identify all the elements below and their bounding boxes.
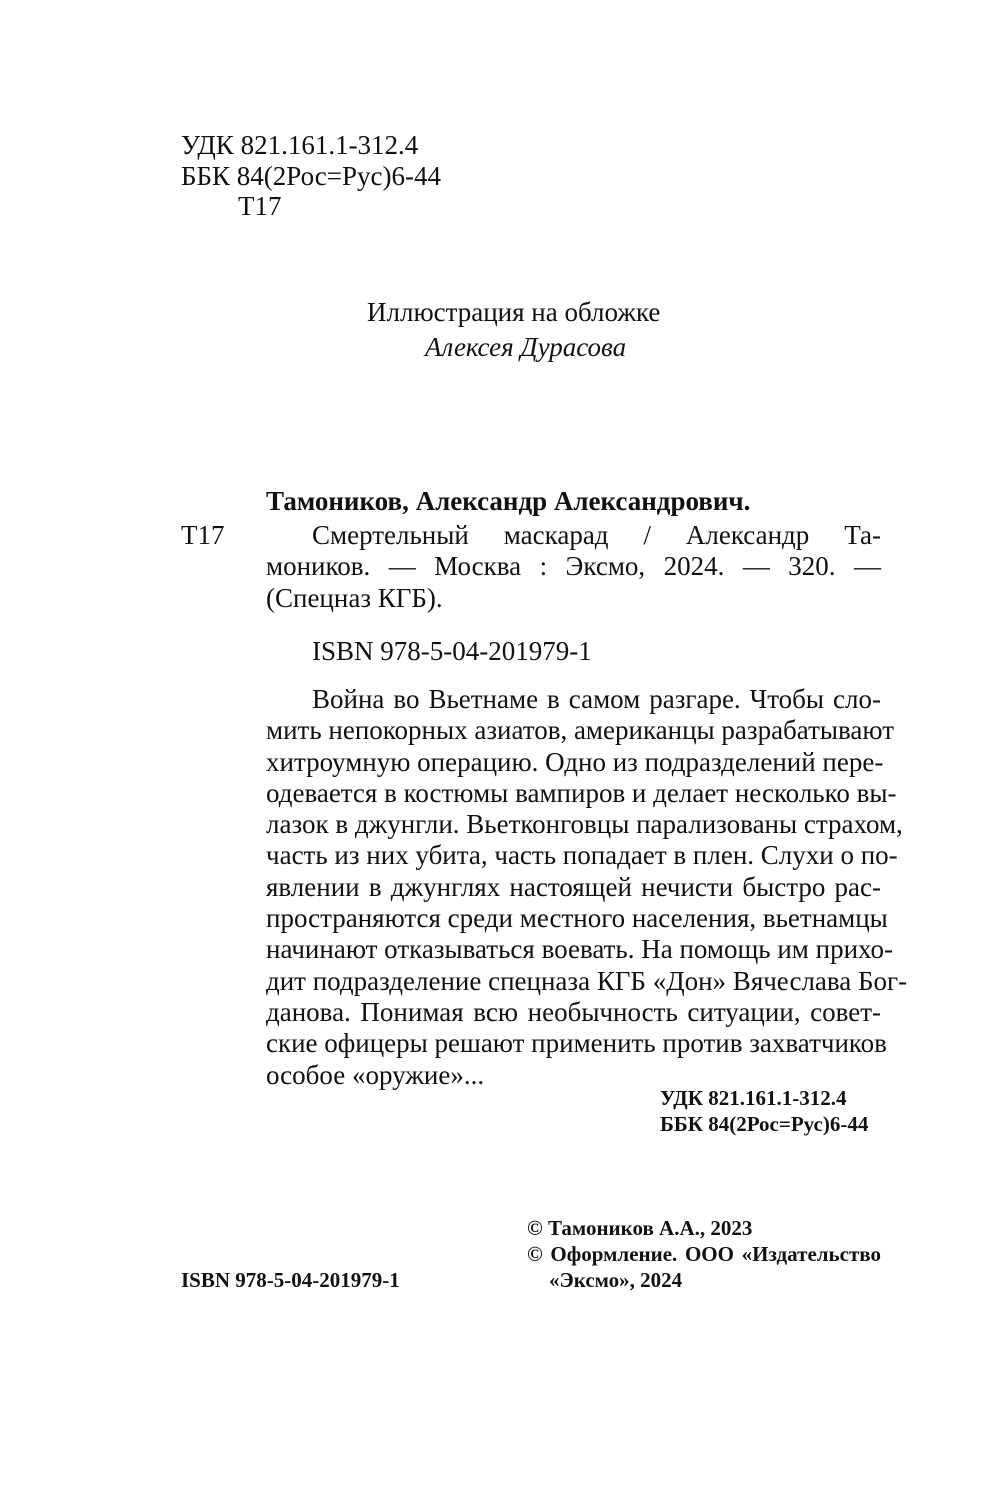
annotation-block [266,684,908,1091]
annotation-line: часть из них убита, часть попадает в плен. Слухи о по- [266,840,898,871]
illustration-line1: Иллюстрация на обложке [367,297,661,327]
annotation-line: одевается в костюмы вампиров и делает несколько вы- [266,777,897,808]
catalog-title-block [266,520,881,614]
annotation-line: явлении в джунглях настоящей нечисти быстро рас- [266,871,881,902]
annotation-line: хитроумную операцию. Одно из подразделений пере- [266,746,884,777]
annotation-line: пространяются среди местного населения, вьетнамцы [266,903,888,934]
annotation-line: данова. Понимая всю необычность ситуации, совет- [266,996,881,1027]
footer-isbn: ISBN 978-5-04-201979-1 [181,1268,400,1292]
header-author-mark: Т17 [238,191,282,221]
catalog-title-line: (Спецназ КГБ). [266,582,443,613]
catalog-author-heading: Тамоников, Александр Александрович. [266,486,751,516]
copyright-author: © Тамоников А.А., 2023 [527,1216,753,1240]
header-bbk: ББК 84(2Рос=Рус)6-44 [181,161,441,191]
annotation-line: мить непокорных азиатов, американцы разрабатывают [266,715,895,746]
catalog-isbn: ISBN 978-5-04-201979-1 [312,636,592,666]
annotation-line: лазок в джунгли. Вьетконговцы парализованы страхом, [266,809,903,840]
annotation-line: особое «оружие»... [266,1059,485,1090]
copyright-design: © Оформление. ООО «Издательство [527,1242,881,1266]
classification-udk: УДК 821.161.1-312.4 [660,1086,847,1110]
annotation-line: ские офицеры решают применить против захватчиков [266,1028,887,1059]
illustration-artist: Алексея Дурасова [425,332,627,362]
catalog-title-line: моников. — Москва : Эксмо, 2024. — 320. — [266,551,881,582]
catalog-author-mark: Т17 [181,520,225,550]
copyright-publisher: «Эксмо», 2024 [549,1268,683,1292]
classification-bbk: ББК 84(2Рос=Рус)6-44 [660,1112,869,1136]
annotation-line: начинают отказываться воевать. На помощь им прихо- [266,934,893,965]
header-udk: УДК 821.161.1-312.4 [181,130,419,160]
annotation-line: Война во Вьетнаме в самом разгаре. Чтобы сло- [312,684,881,714]
annotation-line: дит подразделение спецназа КГБ «Дон» Вячеслава Бог- [266,965,908,996]
catalog-title-line: Смертельный маскарад / Александр Та- [312,520,881,550]
